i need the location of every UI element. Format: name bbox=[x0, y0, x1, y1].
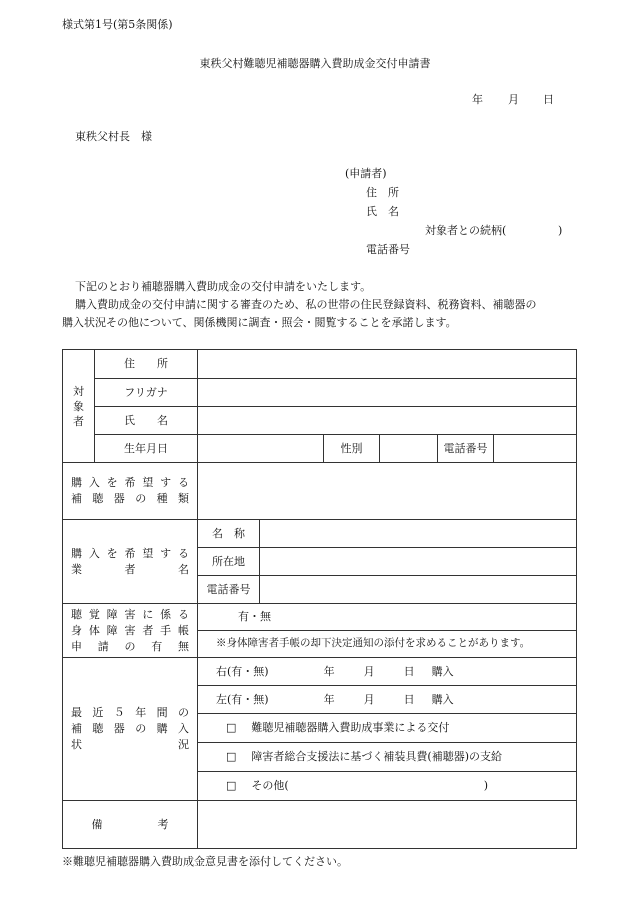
right-year-label: 年 bbox=[323, 664, 335, 678]
option-2-row[interactable] bbox=[198, 743, 577, 772]
form-number: 様式第1号(第5条関係) bbox=[62, 18, 173, 31]
vendor-location-field[interactable] bbox=[260, 548, 577, 576]
intro-line-2: 購入費助成金の交付申請に関する審査のため、私の世帯の住民登録資料、税務資料、補聴器の bbox=[75, 298, 537, 311]
vendor-location-label: 所在地 bbox=[198, 548, 260, 576]
remarks-label: 備 考 bbox=[63, 801, 198, 849]
option-3-checkbox[interactable]: □ bbox=[226, 779, 237, 793]
subject-address-label: 住 所 bbox=[95, 350, 198, 379]
sex-field[interactable] bbox=[380, 435, 438, 463]
subject-label: 対 象 者 bbox=[63, 350, 95, 463]
left-ear-label: 左(有・無) bbox=[216, 692, 269, 706]
birthdate-field[interactable] bbox=[198, 435, 324, 463]
relation-close: ) bbox=[558, 224, 563, 237]
option-2-label: 障害者総合支援法に基づく補装具費(補聴器)の支給 bbox=[251, 750, 502, 764]
vendor-name-label: 名 称 bbox=[198, 520, 260, 548]
date-month-label: 月 bbox=[508, 93, 519, 106]
subject-furigana-label: フリガナ bbox=[95, 379, 198, 407]
option-1-checkbox[interactable]: □ bbox=[226, 721, 237, 735]
certificate-note: ※身体障害者手帳の却下決定通知の添付を求めることがあります。 bbox=[198, 631, 577, 658]
intro-line-3: 購入状況その他について、関係機関に調査・照会・閲覧することを承諾します。 bbox=[62, 316, 457, 329]
option-1-row[interactable] bbox=[198, 714, 577, 743]
subject-address-field[interactable] bbox=[198, 350, 577, 379]
sex-label: 性別 bbox=[324, 435, 380, 463]
intro-line-1: 下記のとおり補聴器購入費助成金の交付申請をいたします。 bbox=[75, 280, 372, 293]
right-day-label: 日 bbox=[403, 664, 415, 678]
vendor-phone-field[interactable] bbox=[260, 576, 577, 604]
relation-label: 対象者との続柄( bbox=[425, 224, 507, 237]
remarks-field[interactable] bbox=[198, 801, 577, 849]
option-3-close: ) bbox=[483, 779, 488, 793]
left-year-label: 年 bbox=[323, 692, 335, 706]
vendor-name-field[interactable] bbox=[260, 520, 577, 548]
certificate-label: 聴覚障害に係る 身体障害者手帳 申 請 の 有 無 bbox=[63, 604, 198, 658]
purchase-history-label: 最近５年間の 補聴器の購入 状 況 bbox=[63, 658, 198, 801]
vendor-label: 購入を希望する 業 者 名 bbox=[63, 520, 198, 604]
left-day-label: 日 bbox=[403, 692, 415, 706]
right-month-label: 月 bbox=[363, 664, 375, 678]
application-table bbox=[62, 349, 577, 849]
left-ear-row[interactable] bbox=[198, 686, 577, 714]
subject-name-field[interactable] bbox=[198, 407, 577, 435]
certificate-value[interactable]: 有・無 bbox=[198, 604, 577, 631]
addressee: 東秩父村長 様 bbox=[75, 130, 152, 143]
subject-phone-label: 電話番号 bbox=[438, 435, 494, 463]
applicant-heading: (申請者) bbox=[345, 167, 387, 180]
applicant-phone-label: 電話番号 bbox=[366, 243, 410, 256]
option-3-label: その他( bbox=[251, 779, 289, 793]
subject-phone-field[interactable] bbox=[494, 435, 577, 463]
left-purchase-label: 購入 bbox=[431, 692, 454, 706]
date-year-label: 年 bbox=[472, 93, 483, 106]
date-day-label: 日 bbox=[543, 93, 554, 106]
right-ear-row[interactable] bbox=[198, 658, 577, 686]
subject-furigana-field[interactable] bbox=[198, 379, 577, 407]
option-3-row[interactable] bbox=[198, 772, 577, 801]
right-purchase-label: 購入 bbox=[431, 664, 454, 678]
applicant-address-label: 住 所 bbox=[366, 186, 399, 199]
option-1-label: 難聴児補聴器購入費助成事業による交付 bbox=[251, 721, 450, 735]
right-ear-label: 右(有・無) bbox=[216, 664, 269, 678]
subject-name-label: 氏 名 bbox=[95, 407, 198, 435]
hearing-aid-type-label: 購入を希望する 補聴器の種類 bbox=[63, 463, 198, 520]
page-title: 東秩父村難聴児補聴器購入費助成金交付申請書 bbox=[199, 57, 431, 70]
option-2-checkbox[interactable]: □ bbox=[226, 750, 237, 764]
vendor-phone-label: 電話番号 bbox=[198, 576, 260, 604]
hearing-aid-type-field[interactable] bbox=[198, 463, 577, 520]
footer-note: ※難聴児補聴器購入費助成金意見書を添付してください。 bbox=[62, 855, 348, 868]
birthdate-label: 生年月日 bbox=[95, 435, 198, 463]
left-month-label: 月 bbox=[363, 692, 375, 706]
applicant-name-label: 氏 名 bbox=[366, 205, 399, 218]
